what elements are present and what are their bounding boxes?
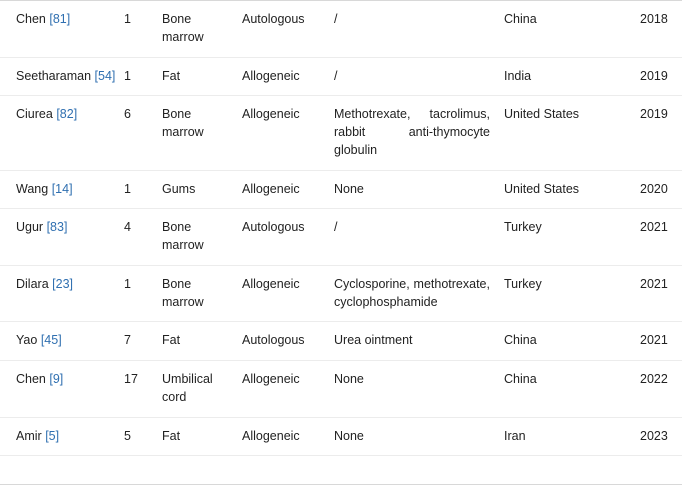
cell-concomitant-treatment <box>334 170 504 209</box>
cell-year: 2018 <box>640 1 682 57</box>
cell-concomitant-treatment <box>334 265 504 322</box>
study-author: Amir <box>16 428 42 443</box>
cell-year: 2019 <box>640 57 682 96</box>
study-author: Yao <box>16 333 38 348</box>
cell-cell-source: Bone marrow <box>162 209 242 266</box>
study-reference[interactable]: [45] <box>40 333 62 348</box>
cell-patient-count: 6 <box>124 96 162 170</box>
concomitant-text: Urea ointment <box>334 333 413 348</box>
cell-year: 2022 <box>640 361 682 418</box>
cell-transplant-type: Allogeneic <box>242 170 334 209</box>
cell-study <box>0 361 124 418</box>
cell-transplant-type: Autologous <box>242 322 334 361</box>
cell-study <box>0 322 124 361</box>
cell-transplant-type: Autologous <box>242 209 334 266</box>
cell-cell-source: Gums <box>162 170 242 209</box>
cell-year: 2021 <box>640 265 682 322</box>
concomitant-text: / <box>334 68 338 83</box>
concomitant-text: Methotrexate, tacrolimus, rabbit anti-thymocyte globulin <box>334 107 490 157</box>
cell-concomitant-treatment <box>334 322 504 361</box>
table-row <box>0 265 682 322</box>
cell-country: United States <box>504 170 640 209</box>
concomitant-text: / <box>334 220 338 235</box>
table-row <box>0 361 682 418</box>
table-row <box>0 322 682 361</box>
study-reference[interactable]: [9] <box>49 372 64 386</box>
cell-country: United States <box>504 96 640 170</box>
cell-cell-source: Umbilical cord <box>162 361 242 418</box>
cell-patient-count: 1 <box>124 265 162 322</box>
cell-concomitant-treatment <box>334 417 504 456</box>
cell-transplant-type: Allogeneic <box>242 265 334 322</box>
table-body <box>0 1 682 456</box>
study-reference[interactable]: [83] <box>46 220 68 235</box>
cell-transplant-type: Allogeneic <box>242 57 334 96</box>
study-reference[interactable]: [54] <box>94 68 116 83</box>
cell-country: China <box>504 361 640 418</box>
cell-country: Turkey <box>504 265 640 322</box>
table-row <box>0 209 682 266</box>
study-reference[interactable]: [14] <box>51 181 73 196</box>
cell-year: 2020 <box>640 170 682 209</box>
cell-study <box>0 170 124 209</box>
cell-patient-count: 7 <box>124 322 162 361</box>
cell-study <box>0 96 124 170</box>
cell-study <box>0 57 124 96</box>
table-row <box>0 1 682 57</box>
cell-cell-source: Fat <box>162 322 242 361</box>
concomitant-text: None <box>334 428 364 443</box>
cell-study <box>0 265 124 322</box>
cell-concomitant-treatment <box>334 57 504 96</box>
study-reference[interactable]: [82] <box>56 107 78 122</box>
cell-transplant-type: Allogeneic <box>242 96 334 170</box>
cell-concomitant-treatment <box>334 209 504 266</box>
cell-patient-count: 4 <box>124 209 162 266</box>
study-author: Chen <box>16 372 46 386</box>
table-row <box>0 170 682 209</box>
study-reference[interactable]: [23] <box>52 276 73 291</box>
cell-year: 2021 <box>640 322 682 361</box>
cell-study <box>0 417 124 456</box>
cell-patient-count: 1 <box>124 1 162 57</box>
study-author: Ugur <box>16 220 44 235</box>
concomitant-text: None <box>334 181 364 196</box>
table-row <box>0 96 682 170</box>
cell-concomitant-treatment <box>334 361 504 418</box>
study-author: Ciurea <box>16 107 53 122</box>
cell-country: Iran <box>504 417 640 456</box>
cell-patient-count: 17 <box>124 361 162 418</box>
cell-country: China <box>504 1 640 57</box>
study-author: Seetharaman <box>16 68 92 83</box>
cell-cell-source: Fat <box>162 57 242 96</box>
cell-year: 2023 <box>640 417 682 456</box>
cell-country: Turkey <box>504 209 640 266</box>
study-author: Wang <box>16 181 49 196</box>
concomitant-text: None <box>334 372 364 386</box>
study-author: Chen <box>16 12 46 26</box>
cell-concomitant-treatment <box>334 96 504 170</box>
study-reference[interactable]: [81] <box>49 12 71 26</box>
cell-cell-source: Fat <box>162 417 242 456</box>
table-row <box>0 417 682 456</box>
cell-patient-count: 5 <box>124 417 162 456</box>
cell-cell-source: Bone marrow <box>162 1 242 57</box>
cell-year: 2019 <box>640 96 682 170</box>
cell-year: 2021 <box>640 209 682 266</box>
cell-transplant-type: Autologous <box>242 1 334 57</box>
study-author: Dilara <box>16 276 49 291</box>
concomitant-text: / <box>334 12 338 26</box>
cell-patient-count: 1 <box>124 170 162 209</box>
cell-transplant-type: Allogeneic <box>242 417 334 456</box>
cell-transplant-type: Allogeneic <box>242 361 334 418</box>
cell-country: China <box>504 322 640 361</box>
study-reference[interactable]: [5] <box>45 428 60 443</box>
concomitant-text: Cyclosporine, methotrexate, cyclophosphamide <box>334 276 490 309</box>
table-row <box>0 57 682 96</box>
cell-study <box>0 209 124 266</box>
cell-study <box>0 1 124 57</box>
cell-country: India <box>504 57 640 96</box>
cell-patient-count: 1 <box>124 57 162 96</box>
cell-cell-source: Bone marrow <box>162 96 242 170</box>
cell-cell-source: Bone marrow <box>162 265 242 322</box>
cell-concomitant-treatment <box>334 1 504 57</box>
studies-table <box>0 1 682 456</box>
